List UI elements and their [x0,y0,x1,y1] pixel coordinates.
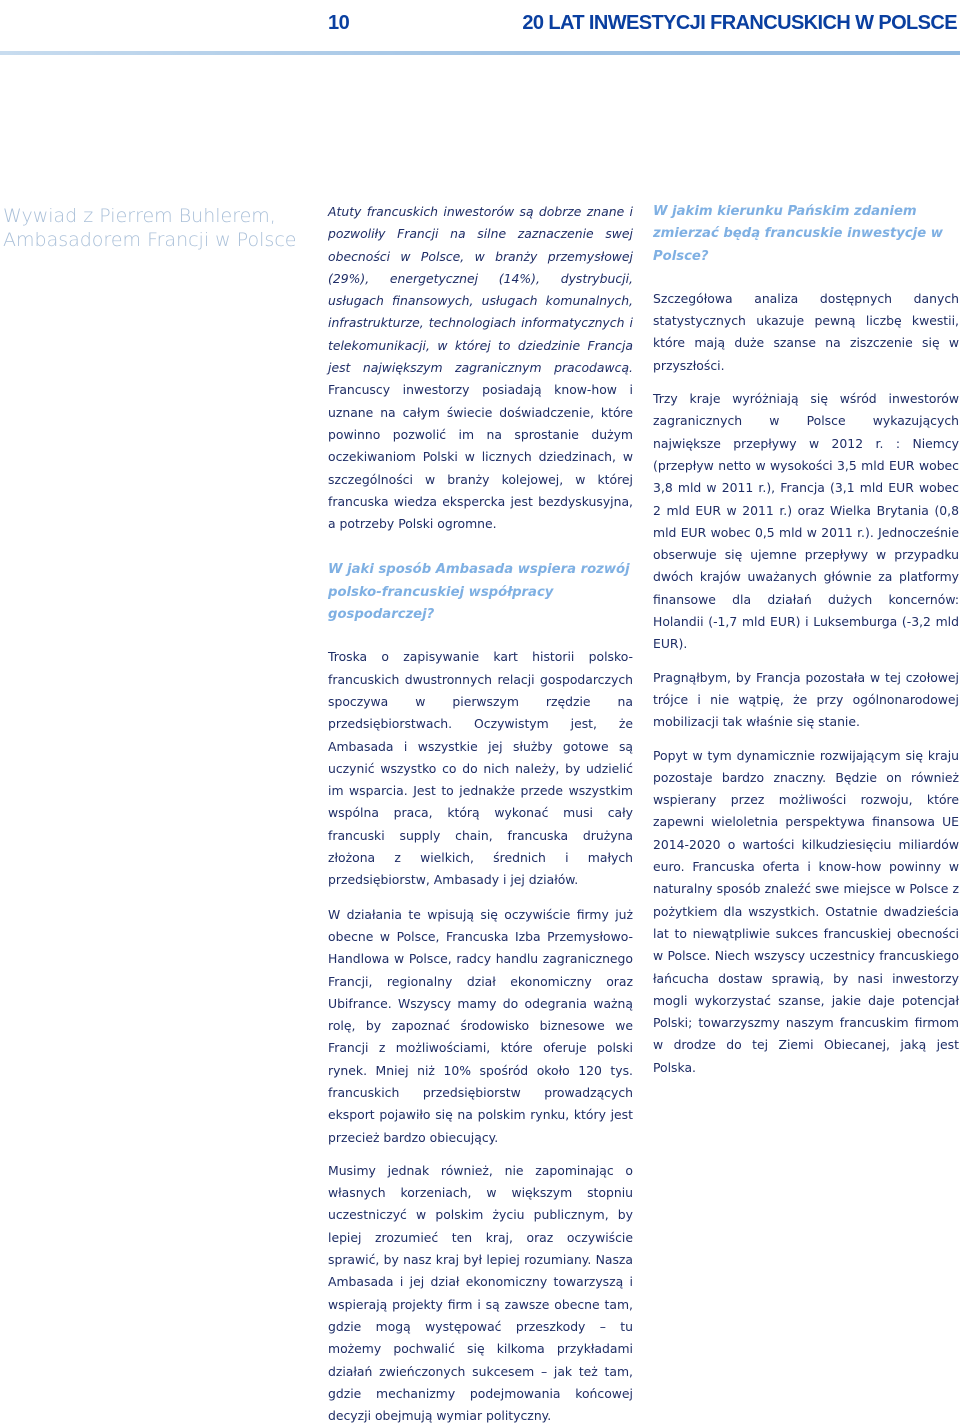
interview-title: Wywiad z Pierrem Buhlerem, Ambasadorem Francji w Polsce [3,205,297,251]
middle-column [328,201,633,1427]
paragraph-demand: Popyt w tym dynamicznie rozwijającym się kraju pozostaje bardzo znaczny. Będzie on również wspierany przez możliwości rozwoju, które zapewni wieloletnia perspektywa finansowa UE 2014-2020 o wartości kilkudziesięciu miliardów euro. Francuska oferta i know-how powinny w naturalny sposób znaleźć swe miejsce w Polsce z pożytkiem dla wszystkich. Ostatnie dwadzieścia lat to niewątpliwie sukces francuskiej obecności w Polsce. Niech wszyscy uczestnicy francuskiego łańcucha dostaw sprawią, by nasi inwestorzy mogli wykorzystać szanse, jakie daje potencjał Polski; towarzyszmy naszym francuskim firmom w drodze do tej Ziemi Obiecanej, jaką jest Polska. [653,747,959,1075]
page-header [0,0,960,55]
header-rule [0,51,960,55]
right-column [653,201,959,1079]
page-number: 10 [328,12,350,34]
paragraph-companies: Troska o zapisywanie kart historii polsko-francuskich dwustronnych relacji gospodarczych spoczywa w pierwszym rzędzie na przedsiębiorstwach. Oczywistym jest, że Ambasada i wszystkie jej służby gotowe są uczynić wszystko co do nich należy, by udzielić im wsparcia. Jest to jednakże przede wszystkim wspólna praca, którą wykonać musi cały francuski supply chain, francuska drużyna złożona z wielkich, średnich i małych przedsiębiorstw, Ambasady i jej działów. [328,649,633,888]
paragraph-analysis: Szczegółowa analiza dostępnych danych statystycznych ukazuje pewną liczbę kwestii, które mają duże szanse na ziszczenie się w przyszłości. [653,290,959,373]
question-investment-direction: W jakim kierunku Pańskim zdaniem zmierzać będą francuskie inwestycje w Polsce? [653,204,943,264]
paragraph-investor-countries: Trzy kraje wyróżniają się wśród inwestorów zagranicznych w Polsce wykazujących największe przepływy w 2012 r. : Niemcy (przepływ netto w wysokości 3,5 mld EUR wobec 3,8 mld w 2011 r.), Francja (3,1 mld EUR wobec 2 mld EUR w 2011 r.) oraz Wielka Brytania (0,8 mld EUR wobec 0,5 mld w 2011 r.). Jednocześnie obserwuje się ujemne przepływy w przypadku dwóch krajów uważanych głównie za platformy finansowe dla działań dużych koncernów: Holandii (-1,7 mld EUR) i Luksemburga (-3,2 mld EUR). [653,391,959,652]
paragraph-actions: W działania te wpisują się oczywiście firmy już obecne w Polsce, Francuska Izba Przemysłowo-Handlowa w Polsce, radcy handlu zagranicznego Francji, regionalny dział ekonomiczny oraz Ubifrance. Wszyscy mamy do odegrania ważną rolę, by zapoznać środowisko biznesowe we Francji z możliwościami, które oferuje polski rynek. Mniej niż 10% spośród około 120 tys. francuskich przedsiębiorstw prowadzących eksport pojawiło się na polskim rynku, który jest przecież bardzo obiecujący. [328,906,633,1145]
question-embassy-support: W jaki sposób Ambasada wspiera rozwój polsko-francuskiej współpracy gospodarczej? [328,562,630,623]
running-title: 20 LAT INWESTYCJI FRANCUSKICH W POLSCE [522,12,957,34]
paragraph-public-life: Musimy jednak również, nie zapominając o własnych korzeniach, w większym stopniu uczestniczyć w polskim życiu publicznym, by lepiej zrozumieć ten kraj, oraz oczywiście sprawić, by nasz kraj był lepiej rozumiany. Nasza Ambasada i jej dział ekonomiczny towarzyszą i wspierają projekty firm i są zawsze obecne tam, gdzie mogą występować przeszkody – tu możemy pochwalić się kilkoma przykładami działań zwieńczonych sukcesem – jak też tam, gdzie mechanizmy podejmowania końcowej decyzji obejmują wymiar polityczny. [328,1162,633,1424]
paragraph-top-three: Pragnąłbym, by Francja pozostała w tej czołowej trójce i nie wątpię, że przy ogólnonarodowej mobilizacji tak właśnie się stanie. [653,669,959,730]
intro-paragraph [328,201,633,535]
intro-regular-text: Francuscy inwestorzy posiadają know-how i uznane na całym świecie doświadczenie, które powinno pozwolić im na sprostanie dużym oczekiwaniom Polski w licznych dziedzinach, w szczególności w branży kolejowej, w której francuska wiedza ekspercka jest bezdyskusyjna, a potrzeby Polski ogromne. [328,382,633,532]
intro-italic-text: Atuty francuskich inwestorów są dobrze znane i pozwoliły Francji na silne zaznaczenie swej obecności w Polsce, w branży przemysłowej (29%), energetycznej (14%), dystrybucji, usługach finansowych, usługach komunalnych, infrastrukturze, technologiach informatycznych i telekomunikacji, w której to dziedzinie Francja jest największym zagranicznym pracodawcą. [328,204,633,376]
